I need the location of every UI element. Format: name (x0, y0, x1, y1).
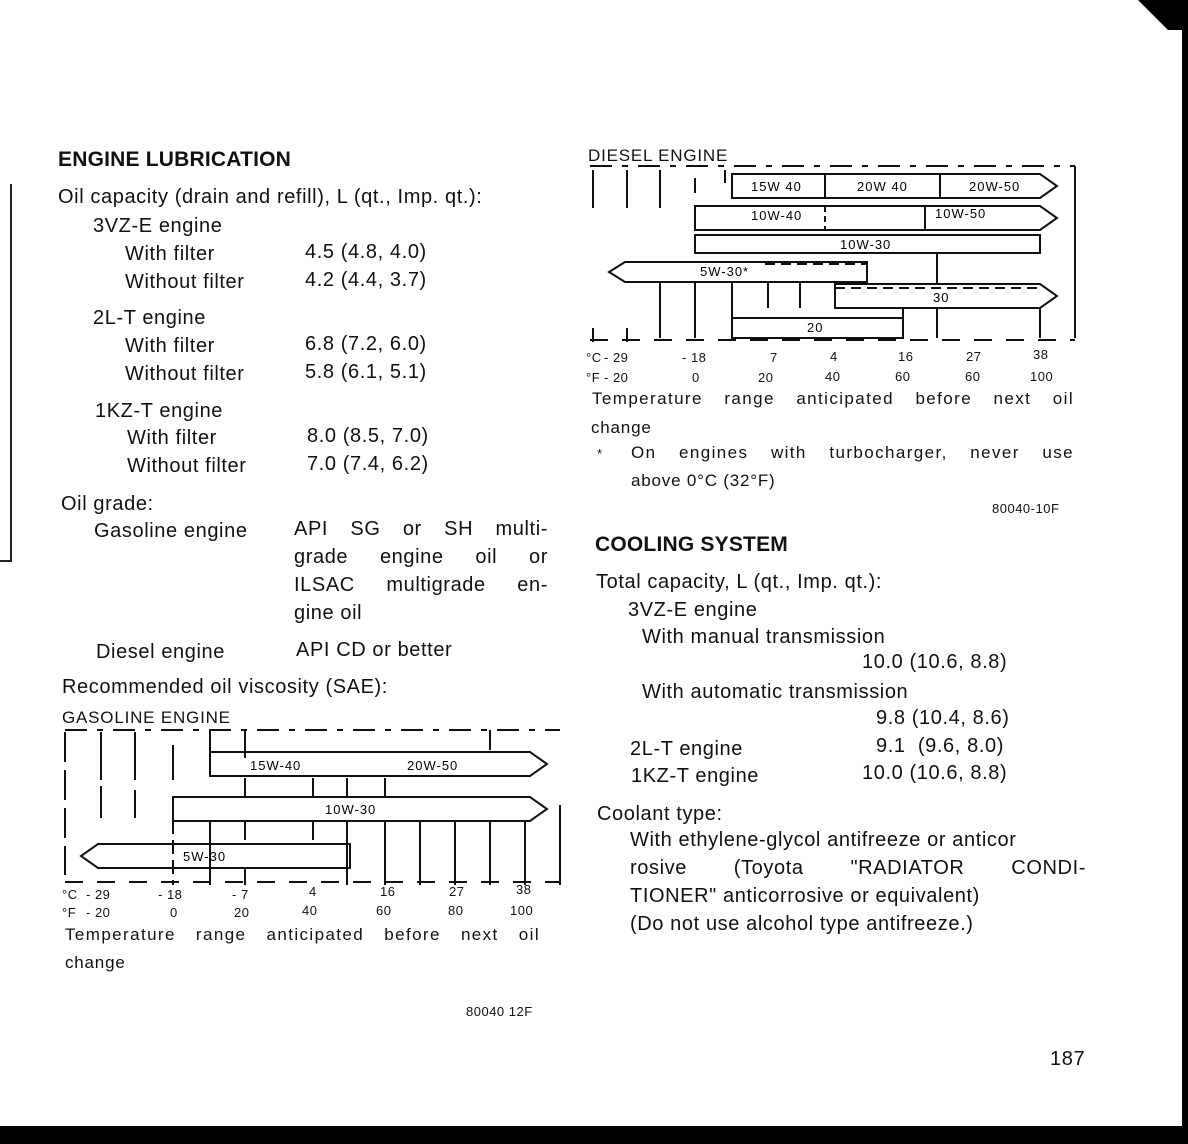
fahrenheit-tick: 20 (758, 370, 774, 385)
diesel-note-line: On engines with turbocharger, never use (631, 443, 1074, 462)
engine-2lt-name: 2L-T engine (93, 307, 206, 329)
bar-label-5w30: 5W-30* (700, 264, 750, 279)
scan-edge-right (1182, 20, 1188, 1130)
celsius-tick: 4 (309, 884, 317, 899)
fahrenheit-tick: - 20 (604, 370, 629, 385)
bar-label-10w50: 10W-50 (935, 206, 987, 221)
gasoline-grade-line: gine oil (294, 602, 363, 624)
fahrenheit-tick: 80 (448, 903, 464, 918)
cooling-engine-3vze: 3VZ-E engine (628, 599, 758, 621)
left-margin-bracket (0, 184, 12, 562)
diesel-viscosity-chart (585, 158, 1080, 348)
fahrenheit-tick: 100 (1030, 369, 1054, 384)
page-number: 187 (1050, 1048, 1086, 1070)
diesel-caption-line: change (591, 418, 652, 437)
gasoline-caption-line: Temperature range anticipated before next oil (65, 925, 540, 944)
bar-label-20w40: 20W 40 (857, 179, 908, 194)
celsius-tick: 27 (449, 884, 465, 899)
footnote-mark: * (597, 446, 603, 461)
manual-transmission-value: 10.0 (10.6, 8.8) (862, 651, 1008, 673)
oil-grade-label: Oil grade: (61, 493, 154, 515)
scan-edge-top-right (1138, 0, 1188, 30)
f-prefix: °F (62, 905, 77, 920)
row-label: With filter (125, 335, 215, 357)
celsius-tick: - 29 (86, 887, 111, 902)
celsius-tick: 16 (380, 884, 396, 899)
diesel-bar-labels (700, 179, 1020, 335)
row-value: 6.8 (7.2, 6.0) (305, 333, 427, 355)
gasoline-bar-labels (183, 758, 458, 864)
row-value: 7.0 (7.4, 6.2) (307, 453, 429, 475)
gasoline-chart-code: 80040 12F (466, 1004, 533, 1019)
bar-label-15w40: 15W-40 (250, 758, 302, 773)
row-label: Without filter (125, 363, 245, 385)
fahrenheit-tick: 0 (170, 905, 178, 920)
fahrenheit-tick: 60 (895, 369, 911, 384)
celsius-tick: - 7 (232, 887, 249, 902)
gasoline-grade-line: API SG or SH multi- (294, 518, 548, 540)
celsius-tick: - 18 (682, 350, 707, 365)
row-value: 4.2 (4.4, 3.7) (305, 269, 427, 291)
manual-transmission-label: With manual transmission (642, 626, 886, 648)
celsius-tick: - 18 (158, 887, 183, 902)
gasoline-chart-title: GASOLINE ENGINE (62, 708, 231, 727)
fahrenheit-tick: - 20 (86, 905, 111, 920)
diesel-grade-value: API CD or better (296, 639, 453, 661)
bar-label-20w50: 20W-50 (407, 758, 459, 773)
automatic-transmission-label: With automatic transmission (642, 681, 909, 703)
gasoline-caption-line: change (65, 953, 126, 972)
cooling-1kzt-value: 10.0 (10.6, 8.8) (862, 762, 1008, 784)
row-value: 8.0 (8.5, 7.0) (307, 425, 429, 447)
viscosity-label: Recommended oil viscosity (SAE): (62, 676, 388, 698)
celsius-tick: 38 (1033, 347, 1049, 362)
row-label: Without filter (127, 455, 247, 477)
bar-label-30: 30 (933, 290, 950, 305)
cooling-2lt-label: 2L-T engine (630, 738, 743, 760)
fahrenheit-tick: 100 (510, 903, 534, 918)
fahrenheit-tick: 60 (965, 369, 981, 384)
c-prefix: °C (586, 350, 602, 365)
coolant-line: (Do not use alcohol type antifreeze.) (630, 913, 974, 935)
celsius-tick: 27 (966, 349, 982, 364)
cooling-capacity-label: Total capacity, L (qt., Imp. qt.): (596, 571, 883, 593)
gasoline-grade-line: ILSAC multigrade en- (294, 574, 548, 596)
scan-edge-bottom (0, 1126, 1188, 1144)
row-value: 4.5 (4.8, 4.0) (305, 241, 427, 263)
cooling-system-title: COOLING SYSTEM (595, 533, 788, 556)
bar-label-10w30: 10W-30 (840, 237, 892, 252)
diesel-chart-code: 80040-10F (992, 501, 1060, 516)
bar-label-20w50: 20W-50 (969, 179, 1021, 194)
diesel-note-line: above 0°C (32°F) (631, 471, 776, 490)
f-prefix: °F (586, 370, 601, 385)
fahrenheit-tick: 60 (376, 903, 392, 918)
coolant-line: rosive (Toyota "RADIATOR CONDI- (630, 857, 1086, 879)
gasoline-grade-line: grade engine oil or (294, 546, 548, 568)
coolant-type-label: Coolant type: (597, 803, 723, 825)
gasoline-engine-label: Gasoline engine (94, 520, 248, 542)
fahrenheit-tick: 40 (825, 369, 841, 384)
bar-label-10w30: 10W-30 (325, 802, 377, 817)
row-label: With filter (125, 243, 215, 265)
fahrenheit-tick: 40 (302, 903, 318, 918)
row-value: 5.8 (6.1, 5.1) (305, 361, 427, 383)
celsius-tick: 7 (770, 350, 778, 365)
fahrenheit-tick: 0 (692, 370, 700, 385)
coolant-line: TIONER" anticorrosive or equivalent) (630, 885, 980, 907)
diesel-caption-line: Temperature range anticipated before next oil (592, 389, 1074, 408)
bar-label-15w40: 15W 40 (751, 179, 802, 194)
diesel-engine-label: Diesel engine (96, 641, 225, 663)
row-label: Without filter (125, 271, 245, 293)
c-prefix: °C (62, 887, 78, 902)
coolant-line: With ethylene-glycol antifreeze or anticor (630, 829, 1017, 851)
row-label: With filter (127, 427, 217, 449)
celsius-tick: 4 (830, 349, 838, 364)
cooling-2lt-value: 9.1 (9.6, 8.0) (876, 735, 1004, 757)
celsius-tick: 16 (898, 349, 914, 364)
fahrenheit-tick: 20 (234, 905, 250, 920)
engine-3vze-name: 3VZ-E engine (93, 215, 223, 237)
automatic-transmission-value: 9.8 (10.4, 8.6) (876, 707, 1010, 729)
cooling-1kzt-label: 1KZ-T engine (631, 765, 760, 787)
bar-label-20: 20 (807, 320, 824, 335)
diesel-chart-title: DIESEL ENGINE (588, 146, 729, 165)
bar-label-5w30: 5W-30 (183, 849, 227, 864)
engine-1kzt-name: 1KZ-T engine (95, 400, 224, 422)
engine-lubrication-title: ENGINE LUBRICATION (58, 148, 292, 171)
bar-label-10w40: 10W-40 (751, 208, 803, 223)
celsius-tick: 38 (516, 882, 532, 897)
oil-capacity-label: Oil capacity (drain and refill), L (qt., Imp. qt.): (58, 186, 483, 208)
celsius-tick: - 29 (604, 350, 629, 365)
